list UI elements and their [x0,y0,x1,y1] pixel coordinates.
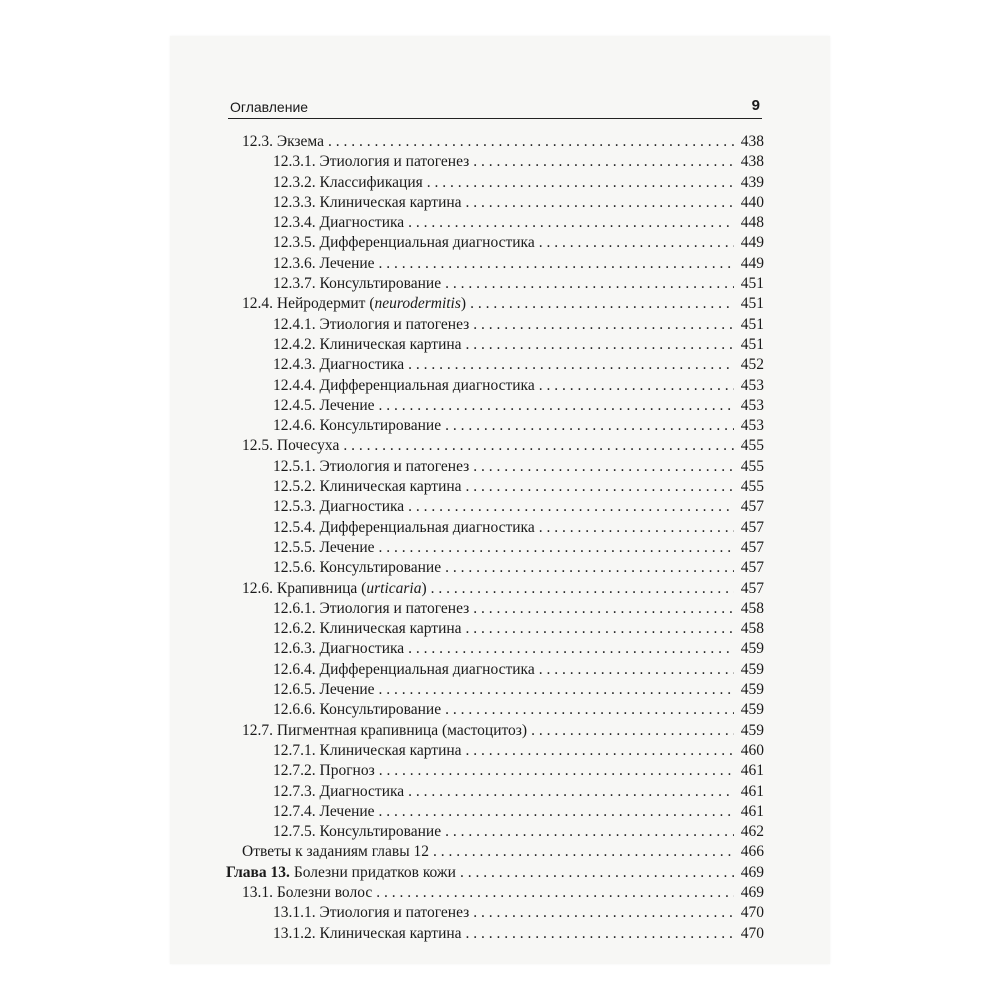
toc-entry-label: Клиническая картина [319,620,462,638]
toc-entry-label: Лечение [319,254,375,272]
toc-entry[interactable] [226,254,764,274]
toc-entry-title [273,254,375,274]
toc-entry-page: 439 [740,173,764,191]
toc-entry-label: Классификация [319,173,423,191]
toc-entry-title [273,396,375,416]
toc-entry-title [273,416,441,436]
toc-entry-title [273,903,469,923]
toc-entry-label: Этиология и патогенез [319,904,470,922]
toc-entry-page: 451 [740,315,764,333]
toc-entry-title [273,741,462,761]
toc-entry-number: 12.4.3. [273,356,316,374]
dot-leader [473,457,734,477]
toc-entry[interactable] [226,315,764,335]
toc-entry-title [242,132,324,152]
toc-entry-number: 12.3.1. [273,153,316,171]
toc-entry-number: 12.4. [242,295,273,313]
toc-entry-label: Лечение [319,538,375,556]
toc-entry-number: 12.4.2. [273,335,316,353]
toc-entry[interactable] [226,335,764,355]
toc-entry-label: Диагностика [319,356,405,374]
toc-entry-page: 451 [740,295,764,313]
dot-leader [539,376,734,396]
toc-entry[interactable] [226,619,764,639]
dot-leader [539,660,734,680]
toc-entry-number: 12.3. [242,133,273,150]
toc-entry-number: 12.3.4. [273,214,316,232]
toc-entry[interactable] [226,579,764,599]
dot-leader [379,680,734,700]
toc-entry-number: 12.5. [242,437,273,455]
toc-entry[interactable] [226,274,764,294]
toc-entry-label: Клиническая картина [319,478,462,496]
toc-entry[interactable] [226,680,764,700]
toc-entry-label: Этиология и патогенез [319,599,470,617]
toc-entry-label: Этиология и патогенез [319,457,470,475]
toc-entry[interactable] [226,741,764,761]
toc-entry-title [273,782,404,802]
dot-leader [473,903,734,923]
dot-leader [408,782,734,802]
toc-entry[interactable] [226,152,764,172]
toc-entry-title [273,518,535,538]
toc-entry-label: Консультирование [319,823,442,841]
toc-entry[interactable] [226,294,764,314]
toc-entry-label: Консультирование [319,417,442,435]
toc-entry-page: 451 [740,335,764,353]
toc-entry-label: Лечение [319,396,375,414]
dot-leader [445,416,734,436]
toc-entry-label: Диагностика [319,214,405,232]
toc-entry-page: 470 [740,904,764,922]
toc-entry-number: 12.6.3. [273,640,316,658]
toc-entry-label: Дифференциальная диагностика [319,376,535,394]
toc-entry-label: Крапивница ( [276,579,367,597]
toc-entry[interactable] [226,132,764,152]
toc-entry-number: 12.3.2. [273,173,316,191]
toc-entry-title [242,883,372,903]
toc-entry[interactable] [226,396,764,416]
toc-entry-number: 12.7.2. [273,762,316,780]
toc-entry-label: Этиология и патогенез [319,315,470,333]
toc-entry[interactable] [226,822,764,842]
toc-entry-title [226,863,456,883]
toc-entry-latin-term: urticaria [366,579,422,597]
toc-entry-label: Дифференциальная диагностика [319,660,535,678]
dot-leader [431,579,734,599]
dot-leader [379,396,734,416]
toc-entry[interactable] [226,193,764,213]
toc-entry[interactable] [226,457,764,477]
toc-entry-page: 458 [740,620,764,638]
toc-entry-page: 455 [740,457,764,475]
running-head [228,99,762,119]
toc-entry-page: 461 [740,802,764,820]
toc-entry-number: 12.3.7. [273,275,316,293]
toc-entry-label: Почесуха [276,437,340,455]
dot-leader [427,173,734,193]
toc-entry-title [273,213,404,233]
toc-entry[interactable] [226,903,764,923]
toc-entry-label: Лечение [319,802,375,820]
toc-entry-page: 469 [740,863,764,881]
dot-leader [466,477,734,497]
dot-leader [379,802,734,822]
toc-entry-label: Этиология и патогенез [319,153,470,171]
toc-entry-title [273,233,535,253]
toc-entry-page: 457 [740,518,764,536]
toc-entry-number: 13.1.2. [273,924,316,942]
toc-entry-number: 13.1. [242,883,273,901]
toc-entry[interactable] [226,355,764,375]
toc-entry-title [242,842,429,862]
toc-entry-page: 457 [740,559,764,577]
toc-entry-page: 455 [740,437,764,455]
toc-entry-label: Ответы к заданиям главы 12 [242,843,430,861]
toc-entry-title [242,579,427,599]
toc-entry-page: 457 [740,538,764,556]
dot-leader [466,619,734,639]
toc-entry-number: 12.7.4. [273,802,316,820]
toc-entry-label: Нейродермит ( [276,295,375,313]
toc-entry-number: 12.7.3. [273,782,316,800]
toc-entry-label: Клиническая картина [319,193,462,211]
book-page [170,36,830,964]
dot-leader [470,294,734,314]
toc-entry-latin-term: neurodermitis [374,295,461,313]
toc-entry[interactable] [226,213,764,233]
toc-entry-label: Лечение [319,681,375,699]
toc-entry-page: 449 [740,234,764,252]
toc-entry-title [273,660,535,680]
toc-entry-number: 12.4.5. [273,396,316,414]
toc-entry-number: 12.5.3. [273,498,316,516]
toc-entry[interactable] [226,721,764,741]
toc-entry-number: 12.3.6. [273,254,316,272]
toc-entry[interactable] [226,497,764,517]
toc-entry-label: Болезни волос [276,883,373,901]
dot-leader [539,233,734,253]
toc-entry[interactable] [226,436,764,456]
toc-entry-page: 440 [740,193,764,211]
toc-entry-number: 12.3.3. [273,193,316,211]
toc-entry-number: 12.7.5. [273,823,316,841]
toc-entry-page: 451 [740,275,764,293]
toc-entry-page: 453 [740,376,764,394]
toc-entry-number: 12.4.1. [273,315,316,333]
toc-entry-label: Клиническая картина [319,335,462,353]
dot-leader [408,213,734,233]
toc-entry-title [273,761,375,781]
toc-entry-number: 12.4.6. [273,417,316,435]
toc-entry[interactable] [226,863,764,883]
toc-entry-title [273,477,462,497]
toc-entry-page: 459 [740,721,764,739]
toc-entry-title [242,294,466,314]
toc-entry-title [273,376,535,396]
dot-leader [460,863,734,883]
toc-entry-label-suffix: ) [421,579,427,597]
toc-entry-title [273,152,469,172]
toc-entry-label: Экзема [276,133,325,150]
toc-entry-page: 449 [740,254,764,272]
toc-entry-label: Пигментная крапивница (мастоцитоз) [276,721,528,739]
dot-leader [445,822,734,842]
toc-entry-page: 438 [740,153,764,171]
toc-entry-title [273,193,462,213]
toc-entry[interactable] [226,173,764,193]
dot-leader [445,274,734,294]
toc-entry[interactable] [226,558,764,578]
toc-entry-number: 12.6. [242,579,273,597]
toc-entry-page: 462 [740,823,764,841]
toc-entry-page: 457 [740,579,764,597]
dot-leader [531,721,734,741]
toc-entry[interactable] [226,518,764,538]
toc-entry[interactable] [226,416,764,436]
toc-entry-page: 458 [740,599,764,617]
toc-entry-page: 459 [740,640,764,658]
toc-entry-title [242,436,339,456]
toc-entry-title [273,538,375,558]
dot-leader [466,193,734,213]
toc-entry-number: 12.5.1. [273,457,316,475]
toc-entry-title [273,802,375,822]
dot-leader [408,497,734,517]
toc-entry-number: 12.5.5. [273,538,316,556]
toc-entry[interactable] [226,660,764,680]
dot-leader [539,518,734,538]
toc-entry-number: 12.6.5. [273,681,316,699]
toc-entry-page: 459 [740,681,764,699]
toc-entry-number: Глава 13. [226,863,290,881]
toc-entry-number: 12.5.2. [273,478,316,496]
toc-entry-number: 13.1.1. [273,904,316,922]
toc-entry-page: 457 [740,498,764,516]
toc-entry-page: 470 [740,924,764,942]
toc-entry-title [273,497,404,517]
toc-entry-title [273,457,469,477]
toc-entry-label: Клиническая картина [319,924,462,942]
toc-entry-page: 461 [740,782,764,800]
toc-entry-label: Клиническая картина [319,741,462,759]
toc-entry-title [273,822,441,842]
dot-leader [379,254,734,274]
toc-entry[interactable] [226,802,764,822]
toc-entry[interactable] [226,883,764,903]
dot-leader [473,152,734,172]
toc-entry-title [273,274,441,294]
toc-entry-number: 12.6.4. [273,660,316,678]
toc-entry-label: Консультирование [319,701,442,719]
dot-leader [408,639,734,659]
table-of-contents [226,132,764,944]
toc-entry-title [273,924,462,944]
dot-leader [433,842,734,862]
dot-leader [408,355,734,375]
toc-entry-label: Диагностика [319,782,405,800]
toc-entry-number: 12.4.4. [273,376,316,394]
toc-entry-label: Диагностика [319,498,405,516]
toc-entry-number: 12.7.1. [273,741,316,759]
toc-entry-number: 12.6.1. [273,599,316,617]
toc-entry-title [273,599,469,619]
toc-entry-label: Консультирование [319,275,442,293]
toc-entry-title [273,619,462,639]
toc-entry[interactable] [226,761,764,781]
dot-leader [445,700,734,720]
dot-leader [466,924,734,944]
toc-entry-label: Прогноз [319,762,375,780]
toc-entry-page: 466 [740,843,764,861]
toc-entry[interactable] [226,924,764,944]
toc-entry-number: 12.3.5. [273,234,316,252]
dot-leader [328,132,734,152]
toc-entry[interactable] [226,700,764,720]
toc-entry[interactable] [226,842,764,862]
toc-entry-number: 12.6.2. [273,620,316,638]
dot-leader [473,315,734,335]
toc-entry[interactable] [226,782,764,802]
toc-entry[interactable] [226,538,764,558]
dot-leader [466,741,734,761]
toc-entry-label: Консультирование [319,559,442,577]
toc-entry-title [242,721,527,741]
toc-entry-page: 453 [740,417,764,435]
toc-entry-title [273,700,441,720]
running-head-title: Оглавление [230,99,309,115]
toc-entry-label-suffix: ) [460,295,467,313]
dot-leader [445,558,734,578]
toc-entry-title [273,355,404,375]
toc-entry[interactable] [226,639,764,659]
page-number: 9 [751,97,760,114]
toc-entry-number: 12.5.6. [273,559,316,577]
dot-leader [466,335,734,355]
toc-entry-page: 459 [740,701,764,719]
toc-entry-page: 460 [740,741,764,759]
toc-entry-title [273,315,469,335]
toc-entry-title [273,335,462,355]
toc-entry-number: 12.7. [242,721,273,739]
dot-leader [376,883,734,903]
toc-entry[interactable] [226,599,764,619]
toc-entry-number: 12.5.4. [273,518,316,536]
toc-entry-page: 461 [740,762,764,780]
toc-entry-label: Болезни придатков кожи [293,863,456,881]
toc-entry-label: Дифференциальная диагностика [319,234,535,252]
toc-entry-page: 448 [740,214,764,232]
toc-entry-title [273,173,423,193]
toc-entry[interactable] [226,477,764,497]
toc-entry-title [273,639,404,659]
toc-entry-page: 438 [740,133,764,150]
toc-entry-page: 455 [740,478,764,496]
toc-entry-page: 459 [740,660,764,678]
toc-entry-number: 12.6.6. [273,701,316,719]
toc-entry[interactable] [226,233,764,253]
dot-leader [379,761,734,781]
dot-leader [379,538,734,558]
toc-entry-title [273,680,375,700]
toc-entry-page: 469 [740,883,764,901]
toc-entry-title [273,558,441,578]
dot-leader [473,599,734,619]
dot-leader [343,436,734,456]
toc-entry[interactable] [226,376,764,396]
toc-entry-label: Дифференциальная диагностика [319,518,535,536]
toc-entry-label: Диагностика [319,640,405,658]
toc-entry-page: 453 [740,396,764,414]
toc-entry-page: 452 [740,356,764,374]
